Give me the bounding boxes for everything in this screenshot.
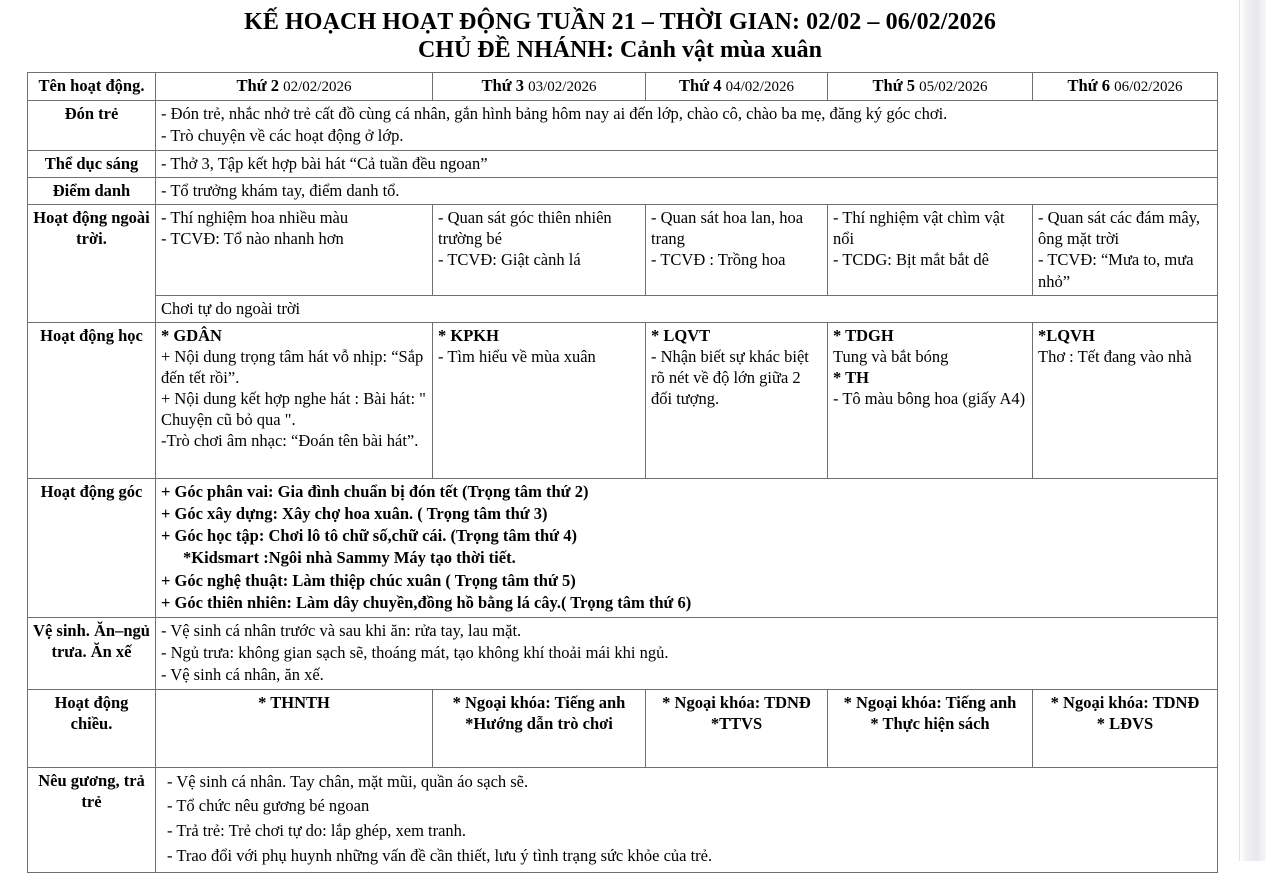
- outdoor-day-3-line-1: - Quan sát hoa lan, hoa trang: [651, 208, 804, 249]
- cell-outdoor-day-5: [1033, 205, 1218, 295]
- study-day-4-heading: * TDGH: [833, 325, 894, 345]
- outdoor-day-2-line-2: - TCVĐ: Giật cành lá: [438, 250, 581, 270]
- study-day-4-line-2: - Tô màu bông hoa (giấy A4): [833, 389, 1026, 409]
- page-title: KẾ HOẠCH HOẠT ĐỘNG TUẦN 21 – THỜI GIAN: 02/02 – 06/02/2026: [244, 9, 996, 35]
- closing-line-1: - Vệ sinh cá nhân. Tay chân, mặt mũi, quần áo sạch sẽ.: [167, 771, 529, 791]
- afternoon-day-2-line-2: *Hướng dẫn trò chơi: [465, 713, 613, 733]
- closing-label-text: Nêu gương, trả trẻ: [38, 770, 145, 811]
- outdoor-day-1-line-2: - TCVĐ: Tổ nào nhanh hơn: [161, 229, 344, 249]
- outdoor-day-3-line-2: - TCVĐ : Trồng hoa: [651, 250, 786, 270]
- row-label-attendance: Điểm danh: [28, 178, 156, 205]
- afternoon-day-5-line-2: * LĐVS: [1096, 713, 1154, 733]
- row-closing: [28, 767, 1218, 872]
- cell-afternoon-day-5: [1033, 689, 1218, 767]
- outdoor-day-4-line-2: - TCDG: Bịt mắt bắt dê: [833, 250, 989, 270]
- study-day-1-line-1: + Nội dung trọng tâm hát vỗ nhịp: “Sắp đến tết rồi”.: [161, 346, 424, 387]
- row-label-morning-exercise: Thể dục sáng: [28, 151, 156, 178]
- row-attendance: [28, 178, 1218, 205]
- cell-afternoon-day-4: [828, 689, 1033, 767]
- row-label-study: Hoạt động học: [28, 322, 156, 478]
- afternoon-day-4-line-1: * Ngoại khóa: Tiếng anh: [843, 692, 1017, 712]
- closing-line-4: - Trao đổi với phụ huynh những vấn đề cần thiết, lưu ý tình trạng sức khỏe của trẻ.: [167, 845, 713, 865]
- closing-line-3: - Trả trẻ: Trẻ chơi tự do: lắp ghép, xem tranh.: [167, 821, 467, 841]
- header-day-5-name: Thứ 6: [1067, 75, 1110, 95]
- study-day-4-line-1: Tung và bắt bóng: [833, 346, 949, 366]
- cell-attendance-content: [156, 178, 1218, 205]
- row-label-welcome: Đón trẻ: [28, 101, 156, 151]
- row-label-outdoor: Hoạt động ngoài trời.: [28, 205, 156, 323]
- row-label-afternoon: Hoạt động chiều.: [28, 689, 156, 767]
- cell-morning-exercise-content: [156, 151, 1218, 178]
- cell-study-day-5: [1033, 322, 1218, 478]
- welcome-line-1: - Đón trẻ, nhắc nhở trẻ cất đồ cùng cá nhân, gắn hình bảng hôm nay ai đến lớp, chào cô, chào ba mẹ, đăng ký góc chơi.: [161, 104, 948, 124]
- afternoon-day-3-line-1: * Ngoại khóa: TDNĐ: [662, 692, 811, 712]
- hygiene-line-2: - Ngủ trưa: không gian sạch sẽ, thoáng mát, tạo không khí thoải mái khi ngủ.: [161, 642, 669, 662]
- hygiene-line-1: - Vệ sinh cá nhân trước và sau khi ăn: rửa tay, lau mặt.: [161, 620, 522, 640]
- header-activity-col: Tên hoạt động.: [28, 72, 156, 101]
- cell-afternoon-day-1: [156, 689, 433, 767]
- row-welcome: [28, 101, 1218, 151]
- page-subtitle: CHỦ ĐỀ NHÁNH: Cảnh vật mùa xuân: [417, 37, 823, 64]
- cell-study-day-2: [433, 322, 646, 478]
- corner-line-5: + Góc nghệ thuật: Làm thiệp chúc xuân ( Trọng tâm thứ 5): [161, 570, 576, 590]
- row-label-corners: Hoạt động góc: [28, 478, 156, 617]
- cell-outdoor-day-4: [828, 205, 1033, 295]
- afternoon-day-5-line-1: * Ngoại khóa: TDNĐ: [1050, 692, 1200, 712]
- study-day-2-heading: * KPKH: [438, 325, 499, 345]
- outdoor-day-4-line-1: - Thí nghiệm vật chìm vật nổi: [833, 208, 1005, 249]
- study-day-5-heading: *LQVH: [1038, 325, 1095, 345]
- header-day-3-date: 04/02/2026: [725, 78, 794, 95]
- afternoon-day-3-line-2: *TTVS: [710, 713, 763, 733]
- header-day-3-name: Thứ 4: [679, 75, 722, 95]
- study-day-1-line-2: + Nội dung kết hợp nghe hát : Bài hát: " Chuyện cũ bỏ qua ".: [161, 389, 426, 430]
- afternoon-day-4-line-2: * Thực hiện sách: [870, 713, 990, 733]
- header-day-1-date: 02/02/2026: [283, 78, 352, 95]
- document-header: [0, 0, 1240, 65]
- header-day-5: [1033, 72, 1218, 101]
- corner-line-2: + Góc xây dựng: Xây chợ hoa xuân. ( Trọng tâm thứ 3): [161, 503, 548, 523]
- row-hygiene: [28, 617, 1218, 689]
- header-day-3: [646, 72, 828, 101]
- header-day-4: [828, 72, 1033, 101]
- study-day-2-line-1: - Tìm hiểu về mùa xuân: [438, 346, 596, 366]
- corner-line-1: + Góc phân vai: Gia đình chuẩn bị đón tết (Trọng tâm thứ 2): [161, 481, 589, 501]
- afternoon-day-2-line-1: * Ngoại khóa: Tiếng anh: [452, 692, 626, 712]
- row-morning-exercise: [28, 151, 1218, 178]
- header-day-2-date: 03/02/2026: [528, 78, 597, 95]
- row-outdoor-free-play: [28, 295, 1218, 322]
- header-day-2-name: Thứ 3: [481, 75, 524, 95]
- attendance-line-1: - Tổ trưởng khám tay, điểm danh tổ.: [161, 181, 400, 201]
- page-edge-shading: [1239, 0, 1266, 861]
- row-afternoon: [28, 689, 1218, 767]
- row-outdoor: [28, 205, 1218, 295]
- weekly-plan-table: [27, 72, 1218, 873]
- welcome-line-2: - Trò chuyện về các hoạt động ở lớp.: [161, 126, 404, 146]
- cell-hygiene-content: [156, 617, 1218, 689]
- morning-exercise-line-1: - Thở 3, Tập kết hợp bài hát “Cả tuần đều ngoan”: [161, 154, 488, 173]
- cell-corners-content: [156, 478, 1218, 617]
- cell-outdoor-free-play: Chơi tự do ngoài trời: [156, 295, 1218, 322]
- hygiene-line-3: - Vệ sinh cá nhân, ăn xế.: [161, 664, 324, 684]
- study-day-3-line-1: - Nhận biết sự khác biệt rõ nét về độ lớn giữa 2 đối tượng.: [651, 346, 809, 409]
- study-day-4-heading-2: * TH: [833, 367, 869, 387]
- cell-closing-content: [156, 767, 1218, 872]
- study-day-5-line-1: Thơ : Tết đang vào nhà: [1038, 346, 1192, 366]
- header-day-4-name: Thứ 5: [872, 75, 915, 95]
- closing-line-2: - Tổ chức nêu gương bé ngoan: [167, 796, 370, 816]
- cell-afternoon-day-3: [646, 689, 828, 767]
- study-day-3-heading: * LQVT: [651, 325, 711, 345]
- cell-study-day-1: [156, 322, 433, 478]
- row-label-hygiene: Vệ sinh. Ăn–ngủ trưa. Ăn xế: [28, 617, 156, 689]
- study-day-1-line-3: -Trò chơi âm nhạc: “Đoán tên bài hát”.: [161, 431, 419, 451]
- cell-outdoor-day-1: [156, 205, 433, 295]
- outdoor-day-5-line-2: - TCVĐ: “Mưa to, mưa nhỏ”: [1038, 250, 1194, 291]
- cell-study-day-3: [646, 322, 828, 478]
- header-day-4-date: 05/02/2026: [919, 78, 988, 95]
- cell-study-day-4: [828, 322, 1033, 478]
- study-day-1-heading: * GDÂN: [161, 325, 222, 345]
- table-header-row: [28, 72, 1218, 101]
- header-day-2: [433, 72, 646, 101]
- corner-line-6: + Góc thiên nhiên: Làm dây chuyền,đồng hồ bằng lá cây.( Trọng tâm thứ 6): [161, 592, 692, 612]
- cell-welcome-content: [156, 101, 1218, 151]
- header-day-1: [156, 72, 433, 101]
- cell-outdoor-day-3: [646, 205, 828, 295]
- corner-line-4: *Kidsmart :Ngôi nhà Sammy Máy tạo thời tiết.: [183, 548, 516, 568]
- row-study: [28, 322, 1218, 478]
- row-corners: [28, 478, 1218, 617]
- corner-line-3: + Góc học tập: Chơi lô tô chữ số,chữ cái. (Trọng tâm thứ 4): [161, 526, 577, 546]
- header-day-5-date: 06/02/2026: [1114, 78, 1183, 95]
- cell-afternoon-day-2: [433, 689, 646, 767]
- outdoor-day-5-line-1: - Quan sát các đám mây, ông mặt trời: [1038, 208, 1201, 249]
- afternoon-day-1-line-1: * THNTH: [258, 692, 330, 712]
- cell-outdoor-day-2: [433, 205, 646, 295]
- outdoor-day-1-line-1: - Thí nghiệm hoa nhiều màu: [161, 208, 349, 228]
- header-day-1-name: Thứ 2: [236, 75, 279, 95]
- row-label-closing: [28, 767, 156, 872]
- outdoor-day-2-line-1: - Quan sát góc thiên nhiên trường bé: [438, 208, 612, 249]
